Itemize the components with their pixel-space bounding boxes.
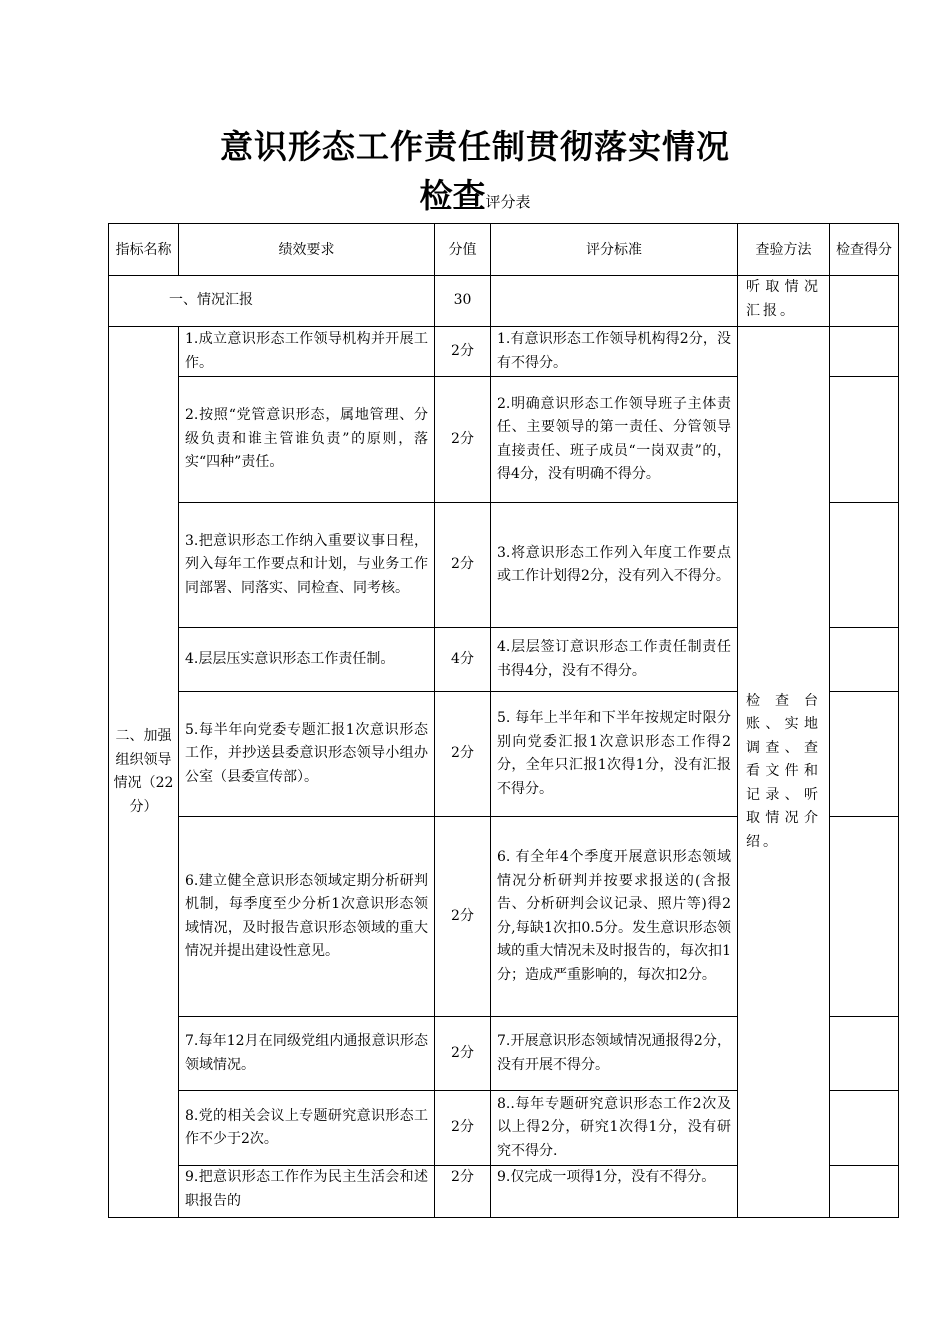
row2-score: 2分 [435,377,491,503]
header-requirement: 绩效要求 [179,224,435,276]
section1-score: 30 [435,276,491,327]
table-row [109,327,899,377]
row2-result-cell[interactable] [830,377,899,503]
document-title: 意识形态工作责任制贯彻落实情况 [220,127,730,166]
header-criteria: 评分标准 [491,224,738,276]
row2-requirement: 2.按照“党管意识形态，属地管理、分级负责和谁主管谁负责”的原则，落实“四种”责任。 [179,377,435,503]
section1-criteria [491,276,738,327]
section1-name: 一、情况汇报 [109,276,435,327]
header-method: 查验方法 [738,224,830,276]
row5-criteria: 5. 每年上半年和下半年按规定时限分别向党委汇报1次意识形态工作得2分，全年只汇报1次得1分，没有汇报不得分。 [491,692,738,817]
row1-requirement: 1.成立意识形态工作领导机构并开展工作。 [179,327,435,377]
row4-criteria: 4.层层签订意识形态工作责任制责任书得4分，没有不得分。 [491,628,738,692]
row8-score: 2分 [435,1091,491,1166]
row1-result-cell[interactable] [830,327,899,377]
row3-result-cell[interactable] [830,503,899,628]
row7-requirement: 7.每年12月在同级党组内通报意识形态领域情况。 [179,1017,435,1091]
row4-score: 4分 [435,628,491,692]
document-subtitle [0,175,950,223]
row9-requirement: 9.把意识形态工作作为民主生活会和述职报告的 [179,1166,435,1218]
row5-result-cell[interactable] [830,692,899,817]
row9-score: 2分 [435,1166,491,1218]
row5-score: 2分 [435,692,491,817]
row6-requirement: 6.建立健全意识形态领域定期分析研判机制，每季度至少分析1次意识形态领域情况，及时报告意识形态领域的重大情况并提出建设性意见。 [179,817,435,1017]
header-result: 检查得分 [830,224,899,276]
row3-requirement: 3.把意识形态工作纳入重要议事日程，列入每年工作要点和计划，与业务工作同部署、同落实、同检查、同考核。 [179,503,435,628]
score-table [108,223,899,1218]
section1-method: 听取情况汇报。 [738,276,830,327]
row3-score: 2分 [435,503,491,628]
row8-criteria: 8..每年专题研究意识形态工作2次及以上得2分，研究1次得1分，没有研究不得分. [491,1091,738,1166]
header-indicator: 指标名称 [109,224,179,276]
row2-criteria: 2.明确意识形态工作领导班子主体责任、主要领导的第一责任、分管领导直接责任、班子成员“一岗双责”的，得4分，没有明确不得分。 [491,377,738,503]
row4-requirement: 4.层层压实意识形态工作责任制。 [179,628,435,692]
row3-criteria: 3.将意识形态工作列入年度工作要点或工作计划得2分，没有列入不得分。 [491,503,738,628]
subtitle-main: 检查 [419,176,486,215]
subtitle-suffix: 评分表 [485,193,531,211]
section2-method: 检查台账、实地调查、查看文件和记录、听取情况介绍。 [738,327,830,1218]
row1-criteria: 1.有意识形态工作领导机构得2分，没有不得分。 [491,327,738,377]
row7-score: 2分 [435,1017,491,1091]
row1-score: 2分 [435,327,491,377]
table-row [109,276,899,327]
row6-score: 2分 [435,817,491,1017]
row8-requirement: 8.党的相关会议上专题研究意识形态工作不少于2次。 [179,1091,435,1166]
row9-result-cell[interactable] [830,1166,899,1218]
section1-result-cell[interactable] [830,276,899,327]
row6-criteria: 6. 有全年4个季度开展意识形态领域情况分析研判并按要求报送的(含报告、分析研判会议记录、照片等)得2分,每缺1次扣0.5分。发生意识形态领域的重大情况未及时报告的，每次扣1分；造成严重影响的，每次扣2分。 [491,817,738,1017]
row9-criteria: 9.仅完成一项得1分，没有不得分。 [491,1166,738,1218]
row4-result-cell[interactable] [830,628,899,692]
header-score: 分值 [435,224,491,276]
row5-requirement: 5.每半年向党委专题汇报1次意识形态工作，并抄送县委意识形态领导小组办公室（县委宣传部）。 [179,692,435,817]
row7-result-cell[interactable] [830,1017,899,1091]
row6-result-cell[interactable] [830,817,899,1017]
section2-name: 二、加强组织领导情况（22分） [109,327,179,1218]
row7-criteria: 7.开展意识形态领域情况通报得2分，没有开展不得分。 [491,1017,738,1091]
table-header-row [109,224,899,276]
row8-result-cell[interactable] [830,1091,899,1166]
